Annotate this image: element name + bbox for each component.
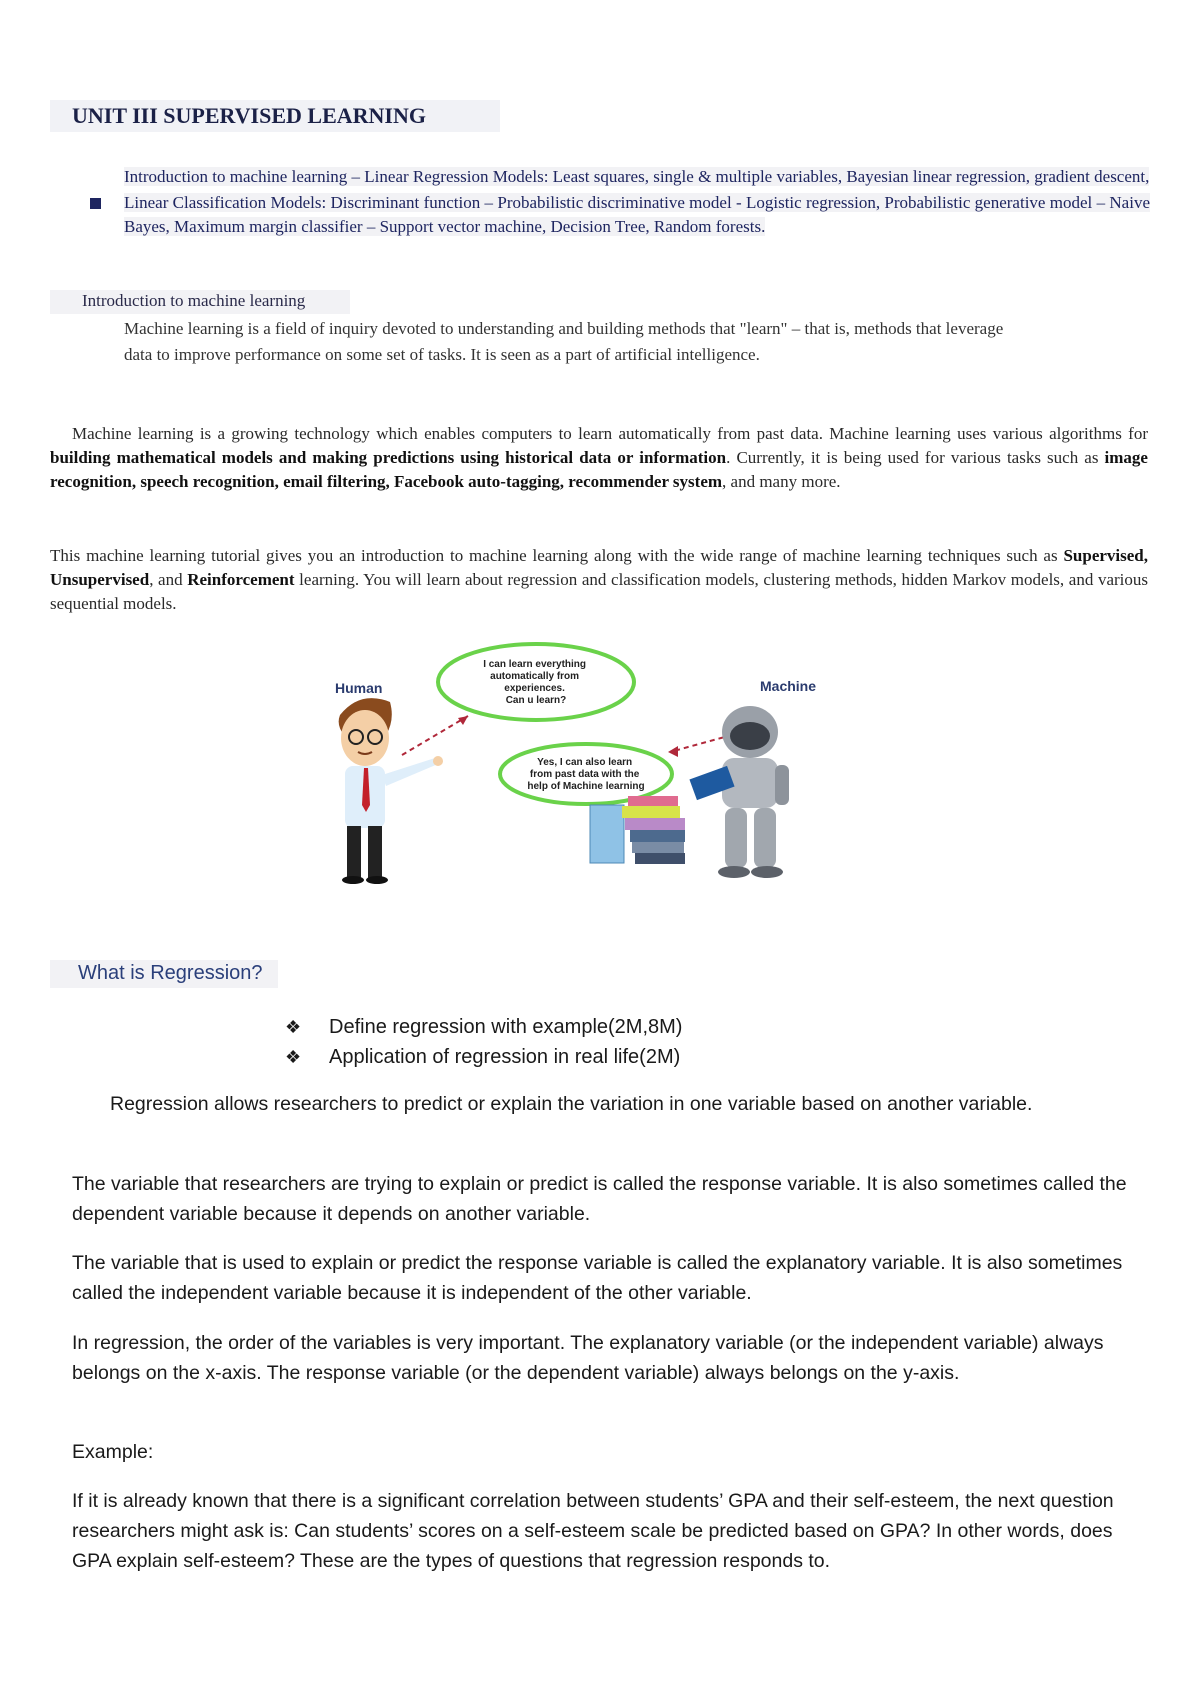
regression-heading-banner [50, 960, 278, 988]
machine-label: Machine [760, 678, 817, 694]
bold-run: image recognition, speech recognition, email filtering, Facebook auto-tagging, recommender system [50, 448, 1148, 491]
robot-figure-icon [689, 706, 789, 878]
question-item [285, 1012, 682, 1042]
text-run: learning. You will learn about regression and classification models, clustering methods, hidden Markov models, and various sequential models. [50, 570, 1148, 613]
regression-paragraph-4: In regression, the order of the variables is very important. The explanatory variable (or the independent variable) always belongs on the x-axis. The response variable (or the dependent variable) always belongs on the y-axis. [72, 1332, 1104, 1384]
text-run: Machine learning is a growing technology which enables computers to learn automatically from past data. Machine learning uses various algorithms for [72, 424, 1148, 443]
human-label: Human [335, 680, 383, 696]
topic-text: Introduction to machine learning – Linear Regression Models: Least squares, single & multiple variables, Bayesian linear regression, gradient descent, [124, 167, 1150, 186]
human-figure-icon [339, 698, 443, 884]
regression-paragraph-2: The variable that researchers are trying to explain or predict is called the response variable. It is also sometimes called the dependent variable because it depends on another variable. [72, 1173, 1127, 1225]
unit-title-banner [50, 100, 500, 132]
bold-run: Reinforcement [187, 570, 295, 589]
intro-definition: Machine learning is a field of inquiry devoted to understanding and building methods that "learn" – that is, methods that leverage data to improve performance on some set of tasks. It is seen as a part of artificial intelligence. [124, 319, 1004, 364]
example-paragraph: If it is already known that there is a significant correlation between students’ GPA and their self-esteem, the next question researchers might ask is: Can students’ scores on a self-esteem scale be predicted based on GPA? In other words, does GPA explain self-esteem? These are the types of questions that regression responds to. [72, 1490, 1114, 1572]
books-icon [590, 796, 685, 864]
intro-heading-banner [50, 290, 350, 314]
regression-question-list [285, 1012, 682, 1072]
topic-text: Linear Classification Models: Discriminant function – Probabilistic discriminative model - Logistic regression, Probabilistic generative model – Naive Bayes, Maximum margin classifier – Support vector machine, Decision Tree, Random forests. [124, 193, 1150, 236]
arrowhead-icon [668, 746, 678, 757]
unit-title: UNIT III SUPERVISED LEARNING [72, 103, 426, 128]
ml-overview-paragraph [50, 422, 1148, 494]
topic-item [78, 165, 1150, 189]
bold-run: Supervised, Unsupervised [50, 546, 1148, 589]
text-run: . Currently, it is being used for various tasks such as [726, 448, 1105, 467]
bubble-machine-text: Yes, I can also learn from past data with the help of Machine learning [527, 757, 645, 792]
diamond-bullet-icon: ❖ [285, 1047, 302, 1067]
regression-paragraph-1: Regression allows researchers to predict or explain the variation in one variable based on another variable. [110, 1093, 1033, 1115]
regression-paragraph-3: The variable that is used to explain or predict the response variable is called the explanatory variable. It is also sometimes called the independent variable because it is independent of the other variable. [72, 1252, 1123, 1304]
square-bullet-icon [90, 198, 101, 209]
text-run: This machine learning tutorial gives you an introduction to machine learning along with the wide range of machine learning techniques such as [50, 546, 1064, 565]
diamond-bullet-icon: ❖ [285, 1017, 302, 1037]
speech-bubble-human [438, 644, 634, 720]
intro-heading: Introduction to machine learning [82, 291, 306, 310]
bubble-human-text: I can learn everything automatically from experiences. Can u learn? [483, 659, 587, 706]
arrow-to-bubble1 [402, 716, 468, 755]
tutorial-paragraph [50, 544, 1148, 616]
text-run: , and many more. [722, 472, 841, 491]
bold-run: building mathematical models and making predictions using historical data or information [50, 448, 727, 467]
regression-heading: What is Regression? [78, 962, 263, 984]
topic-item [78, 191, 1150, 239]
question-item [285, 1042, 682, 1072]
question-text: Define regression with example(2M,8M) [329, 1016, 683, 1038]
text-run: , and [149, 570, 188, 589]
topics-list [78, 165, 1150, 239]
human-machine-illustration [320, 640, 860, 885]
example-label: Example: [72, 1441, 154, 1463]
question-text: Application of regression in real life(2M) [329, 1046, 681, 1068]
